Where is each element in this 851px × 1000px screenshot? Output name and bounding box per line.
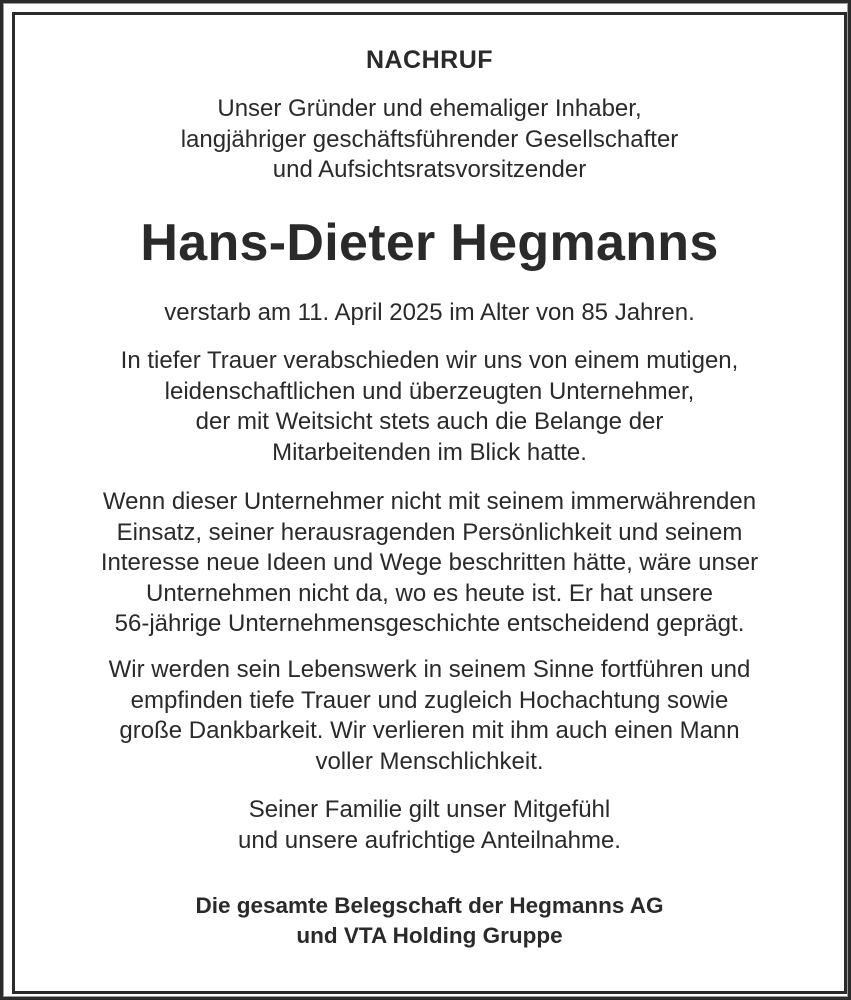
inner-frame [12, 12, 847, 994]
signature-line: und VTA Holding Gruppe [296, 923, 563, 948]
paragraph-line: Interesse neue Ideen und Wege beschritten hätte, wäre unser [100, 549, 759, 576]
paragraph-line: Wenn dieser Unternehmer nicht mit seinem immerwährenden [102, 488, 757, 515]
paragraph-line: leidenschaftlichen und überzeugten Unternehmer, [164, 377, 695, 405]
paragraph-line: und unsere aufrichtige Anteilnahme. [238, 826, 621, 854]
paragraph-4 [15, 795, 844, 856]
paragraph-line: der mit Weitsicht stets auch die Belange der [195, 408, 664, 435]
paragraph-3 [15, 655, 844, 777]
paragraph-line: große Dankbarkeit. Wir verlieren mit ihm auch einen Mann [119, 717, 740, 744]
death-line [15, 298, 844, 329]
obituary-heading: NACHRUF [365, 46, 494, 74]
signature-block [15, 891, 844, 951]
paragraph-line: Mitarbeitenden im Blick hatte. [272, 438, 587, 466]
paragraph-line: Seiner Familie gilt unser Mitgefühl [248, 796, 611, 823]
death-date-text: verstarb am 11. April 2025 im Alter von 85 Jahren. [164, 299, 695, 326]
paragraph-1 [15, 346, 844, 468]
paragraph-line: Einsatz, seiner herausragenden Persönlichkeit und seinem [116, 518, 743, 546]
paragraph-line: Wir werden sein Lebenswerk in seinem Sinne fortführen und [108, 656, 751, 683]
intro-line: Unser Gründer und ehemaliger Inhaber, [217, 95, 642, 122]
paragraph-2 [15, 487, 844, 640]
paragraph-line: empfinden tiefe Trauer und zugleich Hochachtung sowie [130, 686, 729, 714]
intro-line: und Aufsichtsratsvorsitzender [272, 156, 587, 183]
outer-frame [3, 3, 848, 997]
intro-block [15, 94, 844, 186]
paragraph-line: 56-jährige Unternehmensgeschichte entscheidend geprägt. [114, 610, 745, 637]
deceased-name: Hans-Dieter Hegmanns [140, 214, 719, 272]
paragraph-line: Unternehmen nicht da, wo es heute ist. Er hat unsere [146, 579, 713, 607]
paragraph-line: voller Menschlichkeit. [315, 747, 544, 775]
signature-line: Die gesamte Belegschaft der Hegmanns AG [195, 893, 664, 918]
intro-line: langjähriger geschäftsführender Gesellschafter [180, 125, 679, 153]
paragraph-line: In tiefer Trauer verabschieden wir uns von einem mutigen, [120, 347, 739, 374]
